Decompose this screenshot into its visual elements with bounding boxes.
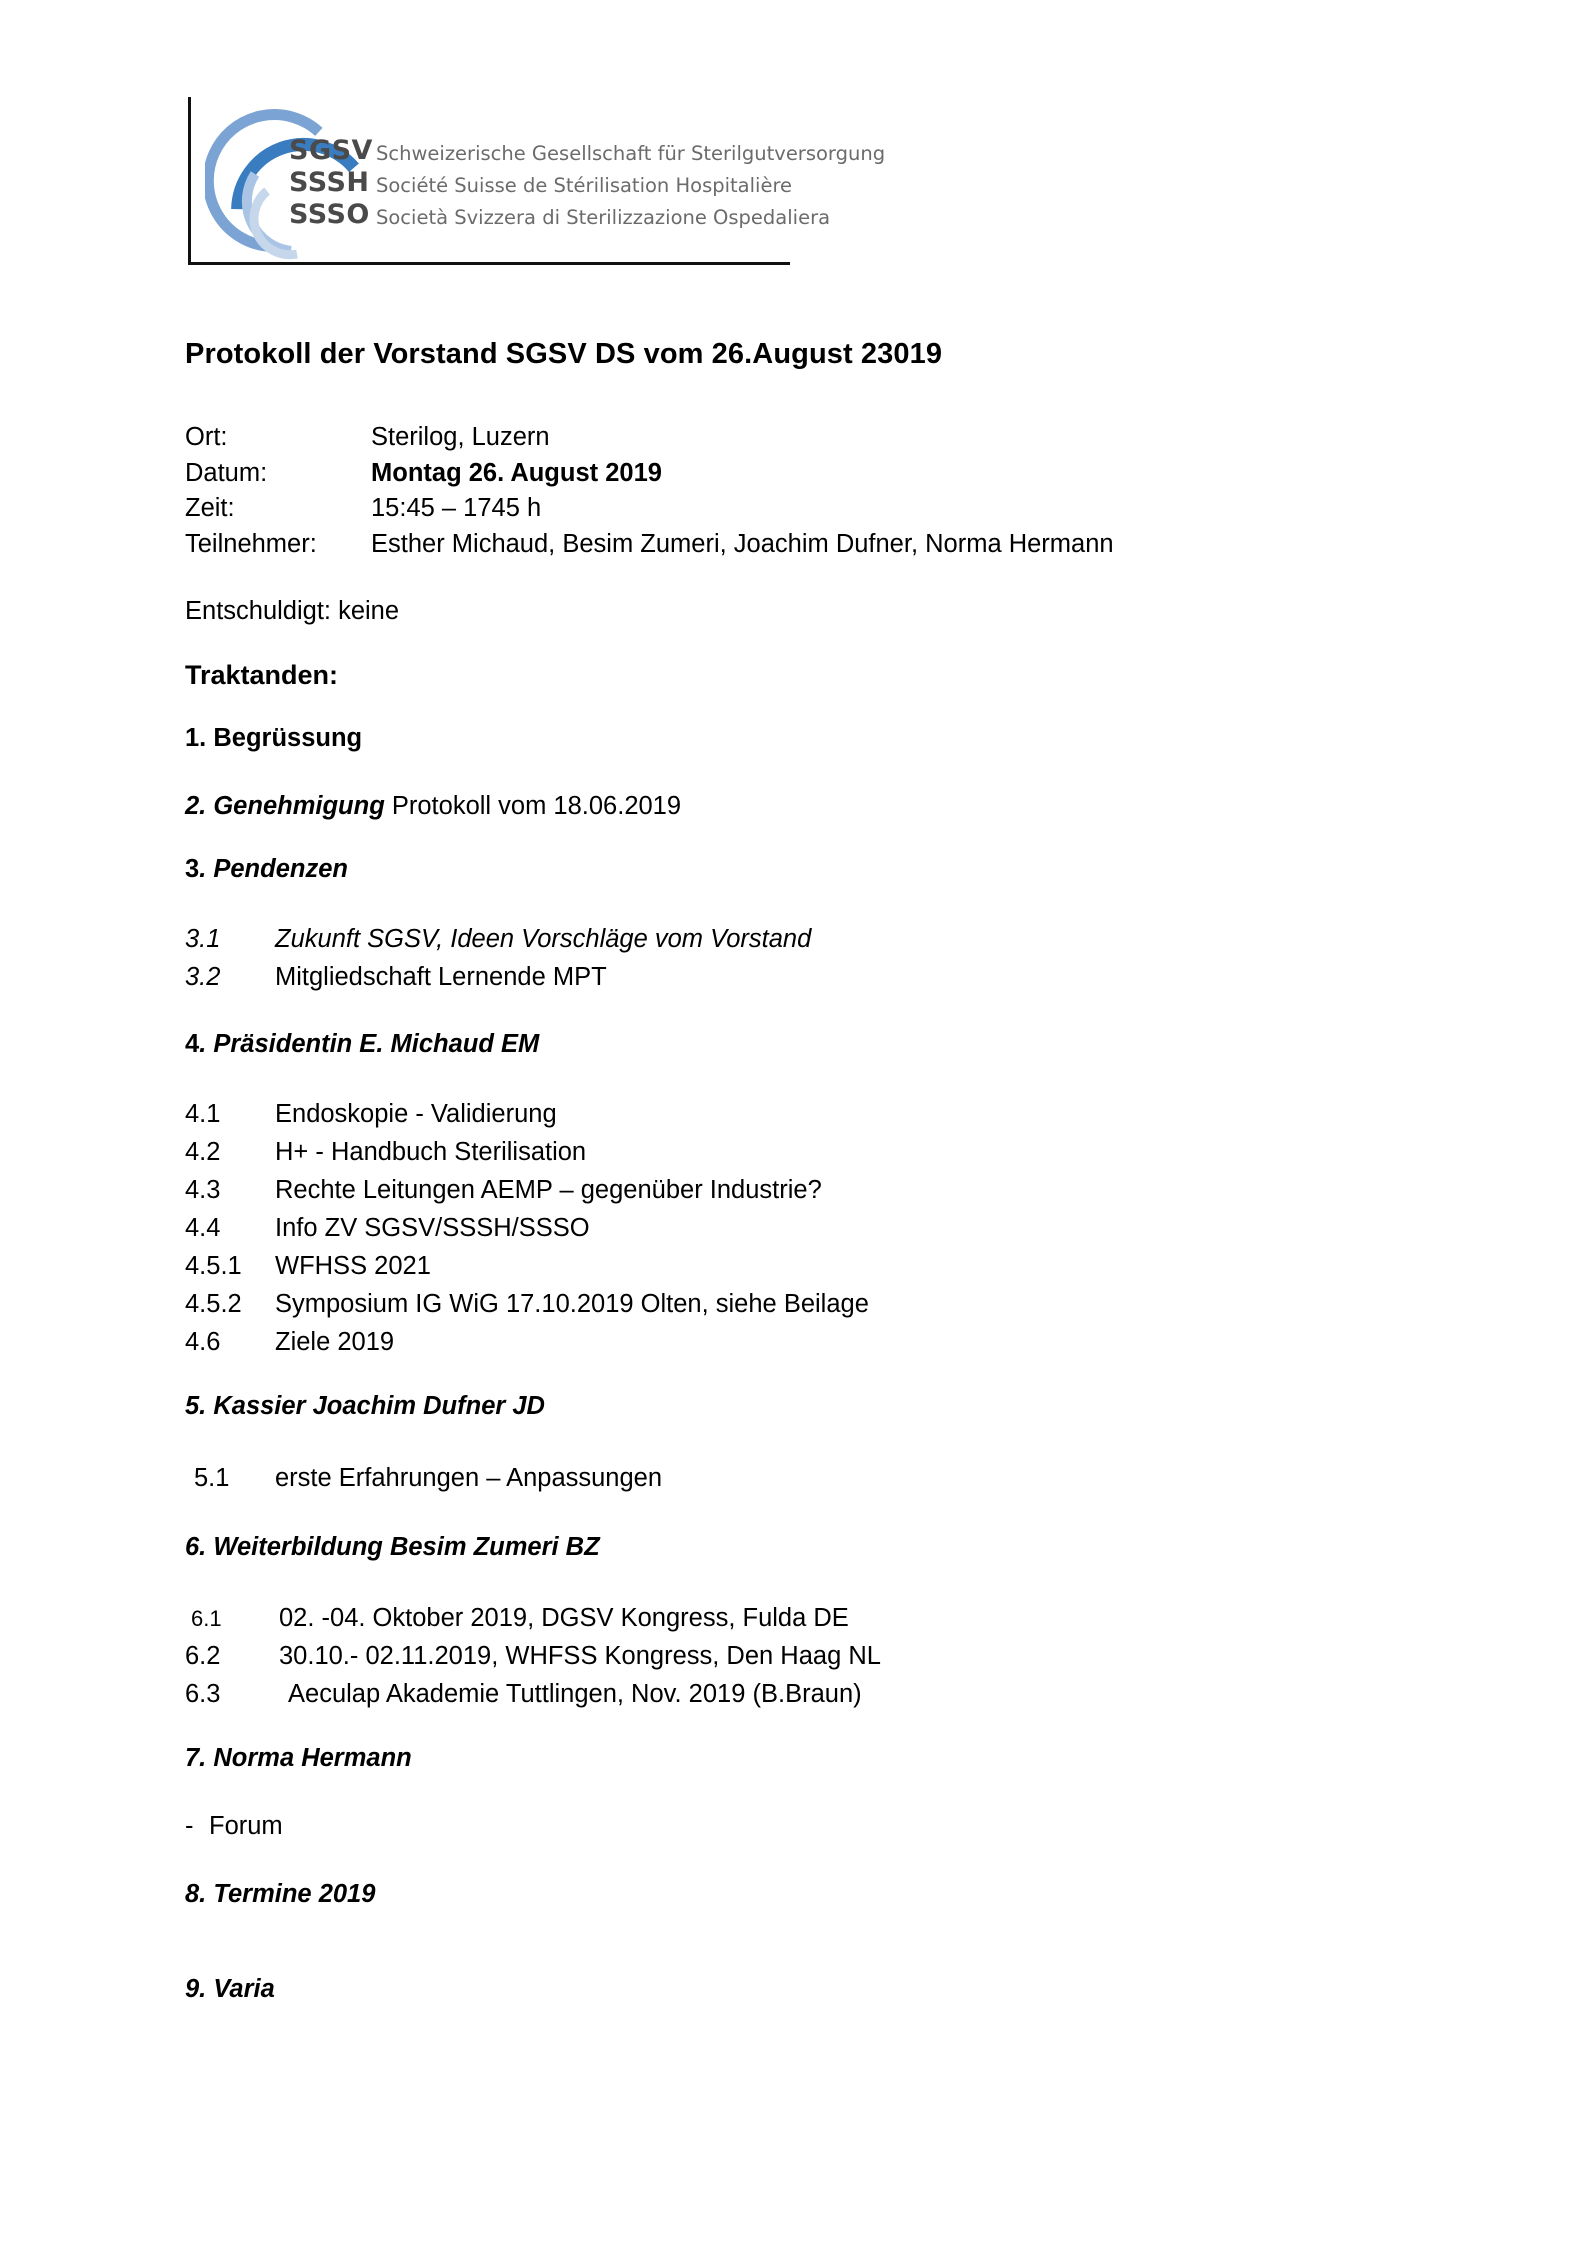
agenda-item-6-2-number: 6.2 [185, 1642, 221, 1670]
logo-name-de: Schweizerische Gesellschaft für Sterilgutversorgung [376, 142, 886, 165]
agenda-item-6-3-number: 6.3 [185, 1680, 221, 1708]
meta-label-ort: Ort: [185, 423, 228, 451]
excused-line: Entschuldigt: keine [185, 597, 400, 625]
agenda-item-3-number: 3 [185, 855, 200, 883]
meta-value-datum: Montag 26. August 2019 [371, 458, 662, 487]
logo-acronyms [289, 135, 373, 231]
agenda-item-4-3-text: Rechte Leitungen AEMP – gegenüber Industrie? [275, 1176, 822, 1204]
agenda-item-8: 8. Termine 2019 [185, 1880, 376, 1908]
agenda-item-1-title: Begrüssung [213, 724, 363, 752]
meta-row-teilnehmer [185, 527, 1114, 563]
agenda-item-3-2-number: 3.2 [185, 963, 221, 991]
agenda-item-2-text: Protokoll vom 18.06.2019 [384, 792, 682, 820]
agenda-item-4-2-number: 4.2 [185, 1138, 221, 1166]
meeting-metadata [185, 420, 1114, 562]
meta-row-ort [185, 420, 1114, 456]
agenda-item-4-4 [185, 1214, 590, 1243]
agenda-item-4-3-number: 4.3 [185, 1176, 221, 1204]
agenda-item-2 [185, 792, 681, 821]
agenda-item-4 [185, 1030, 539, 1059]
agenda-item-4-5-1-text: WFHSS 2021 [275, 1252, 431, 1280]
agenda-item-4-2 [185, 1138, 586, 1167]
agenda-item-4-5-1-number: 4.5.1 [185, 1252, 242, 1280]
agenda-item-4-6-number: 4.6 [185, 1328, 221, 1356]
agenda-item-6-1 [191, 1604, 849, 1633]
agenda-item-5-1-number: 5.1 [194, 1464, 230, 1492]
meta-value-ort: Sterilog, Luzern [371, 423, 550, 451]
agenda-item-4-5-2-text: Symposium IG WiG 17.10.2019 Olten, siehe Beilage [275, 1290, 869, 1318]
agenda-item-7: 7. Norma Hermann [185, 1744, 412, 1772]
agenda-item-4-number: 4 [185, 1030, 200, 1058]
agenda-item-6-2 [185, 1642, 881, 1671]
agenda-item-3 [185, 855, 348, 884]
meta-value-zeit: 15:45 – 1745 h [371, 494, 542, 522]
agenda-item-5-1 [194, 1464, 662, 1493]
logo-name-it: Società Svizzera di Sterilizzazione Ospedaliera [376, 206, 831, 229]
meta-label-datum: Datum: [185, 458, 268, 487]
meta-label-zeit: Zeit: [185, 494, 235, 522]
agenda-item-4-4-number: 4.4 [185, 1214, 221, 1242]
agenda-item-5: 5. Kassier Joachim Dufner JD [185, 1392, 545, 1420]
agenda-item-6-3-text: Aeculap Akademie Tuttlingen, Nov. 2019 (B.Braun) [288, 1680, 862, 1708]
agenda-item-2-number: 2. Genehmigung [185, 792, 385, 820]
agenda-item-4-5-1 [185, 1252, 431, 1281]
agenda-item-4-2-text: H+ - Handbuch Sterilisation [275, 1138, 587, 1166]
agenda-item-5-1-text: erste Erfahrungen – Anpassungen [275, 1464, 663, 1492]
meta-label-teilnehmer: Teilnehmer: [185, 529, 317, 558]
agenda-item-3-2-text: Mitgliedschaft Lernende MPT [275, 963, 607, 991]
agenda-item-3-1-text: Zukunft SGSV, Ideen Vorschläge vom Vorstand [275, 925, 812, 953]
letterhead [188, 97, 886, 265]
agenda-item-3-1-number: 3.1 [185, 925, 221, 953]
agenda-item-4-1-number: 4.1 [185, 1100, 221, 1128]
logo-name-fr: Société Suisse de Stérilisation Hospitalière [376, 174, 793, 197]
agenda-item-3-1 [185, 925, 811, 954]
agenda-item-9: 9. Varia [185, 1975, 275, 2003]
agenda-item-6-2-text: 30.10.- 02.11.2019, WHFSS Kongress, Den Haag NL [279, 1642, 881, 1670]
agenda-item-6: 6. Weiterbildung Besim Zumeri BZ [185, 1533, 600, 1561]
agenda-item-4-1-text: Endoskopie - Validierung [275, 1100, 557, 1128]
agenda-item-4-6 [185, 1328, 394, 1357]
agenda-item-4-4-text: Info ZV SGSV/SSSH/SSSO [275, 1214, 590, 1242]
agenda-item-6-3 [185, 1680, 862, 1709]
logo-acronym-sssh: SSSH [289, 167, 370, 198]
agenda-item-3-title: . Pendenzen [199, 855, 348, 883]
agenda-item-6-1-number: 6.1 [191, 1606, 222, 1631]
agenda-heading: Traktanden: [185, 660, 339, 690]
agenda-item-4-5-2 [185, 1290, 869, 1319]
agenda-item-1-number: 1. [185, 724, 214, 752]
agenda-item-4-1 [185, 1100, 557, 1129]
agenda-item-7-bullet [185, 1812, 283, 1841]
agenda-item-7-bullet-dash: - [185, 1812, 194, 1840]
agenda-item-1 [185, 724, 362, 753]
agenda-item-4-6-text: Ziele 2019 [275, 1328, 395, 1356]
agenda-item-7-bullet-text: Forum [209, 1812, 283, 1840]
meta-value-teilnehmer: Esther Michaud, Besim Zumeri, Joachim Dufner, Norma Hermann [371, 529, 1114, 558]
agenda-item-4-5-2-number: 4.5.2 [185, 1290, 242, 1318]
agenda-item-3-2 [185, 963, 607, 992]
logo-acronym-ssso: SSSO [289, 199, 370, 230]
agenda-item-4-3 [185, 1176, 822, 1205]
logo-names [376, 138, 885, 234]
agenda-item-6-1-text: 02. -04. Oktober 2019, DGSV Kongress, Fulda DE [279, 1604, 849, 1632]
meta-row-datum [185, 456, 1114, 492]
agenda-item-4-title: . Präsidentin E. Michaud EM [199, 1030, 540, 1058]
logo-acronym-sgsv: SGSV [289, 135, 373, 166]
meta-row-zeit [185, 491, 1114, 527]
document-title: Protokoll der Vorstand SGSV DS vom 26.August 23019 [185, 338, 943, 370]
